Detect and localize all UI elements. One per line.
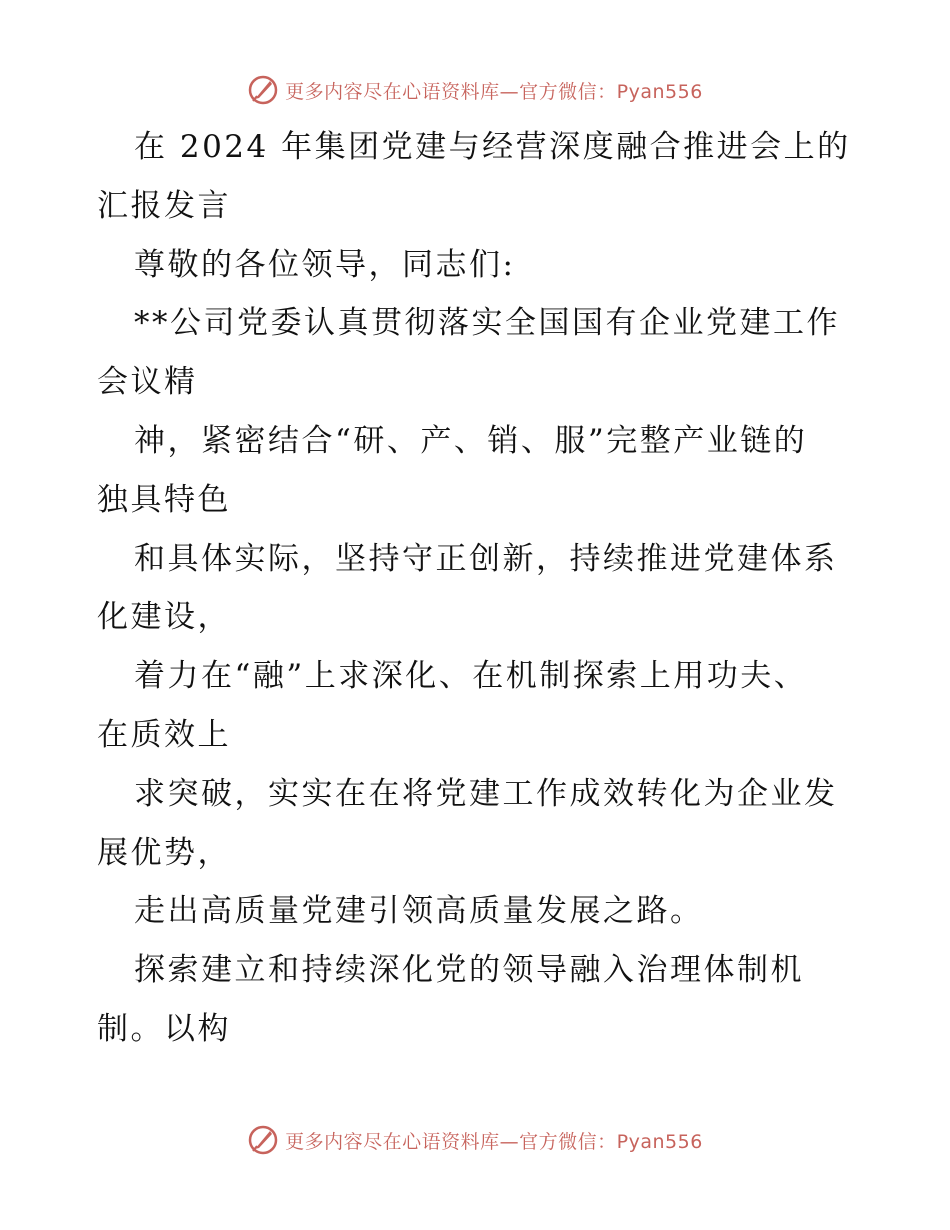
text-line: 制。以构 [97, 1010, 231, 1047]
text-line: 独具特色 [97, 481, 231, 518]
text-line: 尊敬的各位领导，同志们: [134, 246, 516, 283]
text-line: 在质效上 [97, 716, 231, 753]
text-line: 走出高质量党建引领高质量发展之路。 [134, 893, 704, 930]
text-line: 求突破，实实在在将党建工作成效转化为企业发 [134, 775, 838, 812]
text-line: 汇报发言 [97, 187, 231, 224]
watermark-text: 更多内容尽在心语资料库—官方微信：Pyan556 [285, 1130, 703, 1153]
feather-pen-logo-icon [247, 1124, 279, 1156]
feather-pen-logo-icon [247, 74, 279, 106]
text-line: 和具体实际，坚持守正创新，持续推进党建体系 [134, 540, 838, 577]
watermark-text: 更多内容尽在心语资料库—官方微信：Pyan556 [285, 80, 703, 103]
document-body [97, 118, 857, 1059]
footer-watermark [0, 1120, 950, 1160]
text-line: 探索建立和持续深化党的领导融入治理体制机 [134, 952, 804, 989]
text-line: 展优势， [97, 834, 231, 871]
header-watermark [0, 70, 950, 110]
text-line: 会议精 [97, 364, 198, 401]
text-line: **公司党委认真贯彻落实全国国有企业党建工作 [134, 305, 840, 342]
text-line: 化建设， [97, 599, 231, 636]
text-line: 着力在“融”上求深化、在机制探索上用功夫、 [134, 658, 808, 695]
text-line: 在 2024 年集团党建与经营深度融合推进会上的 [134, 129, 851, 165]
text-line: 神，紧密结合“研、产、销、服”完整产业链的 [134, 422, 808, 459]
